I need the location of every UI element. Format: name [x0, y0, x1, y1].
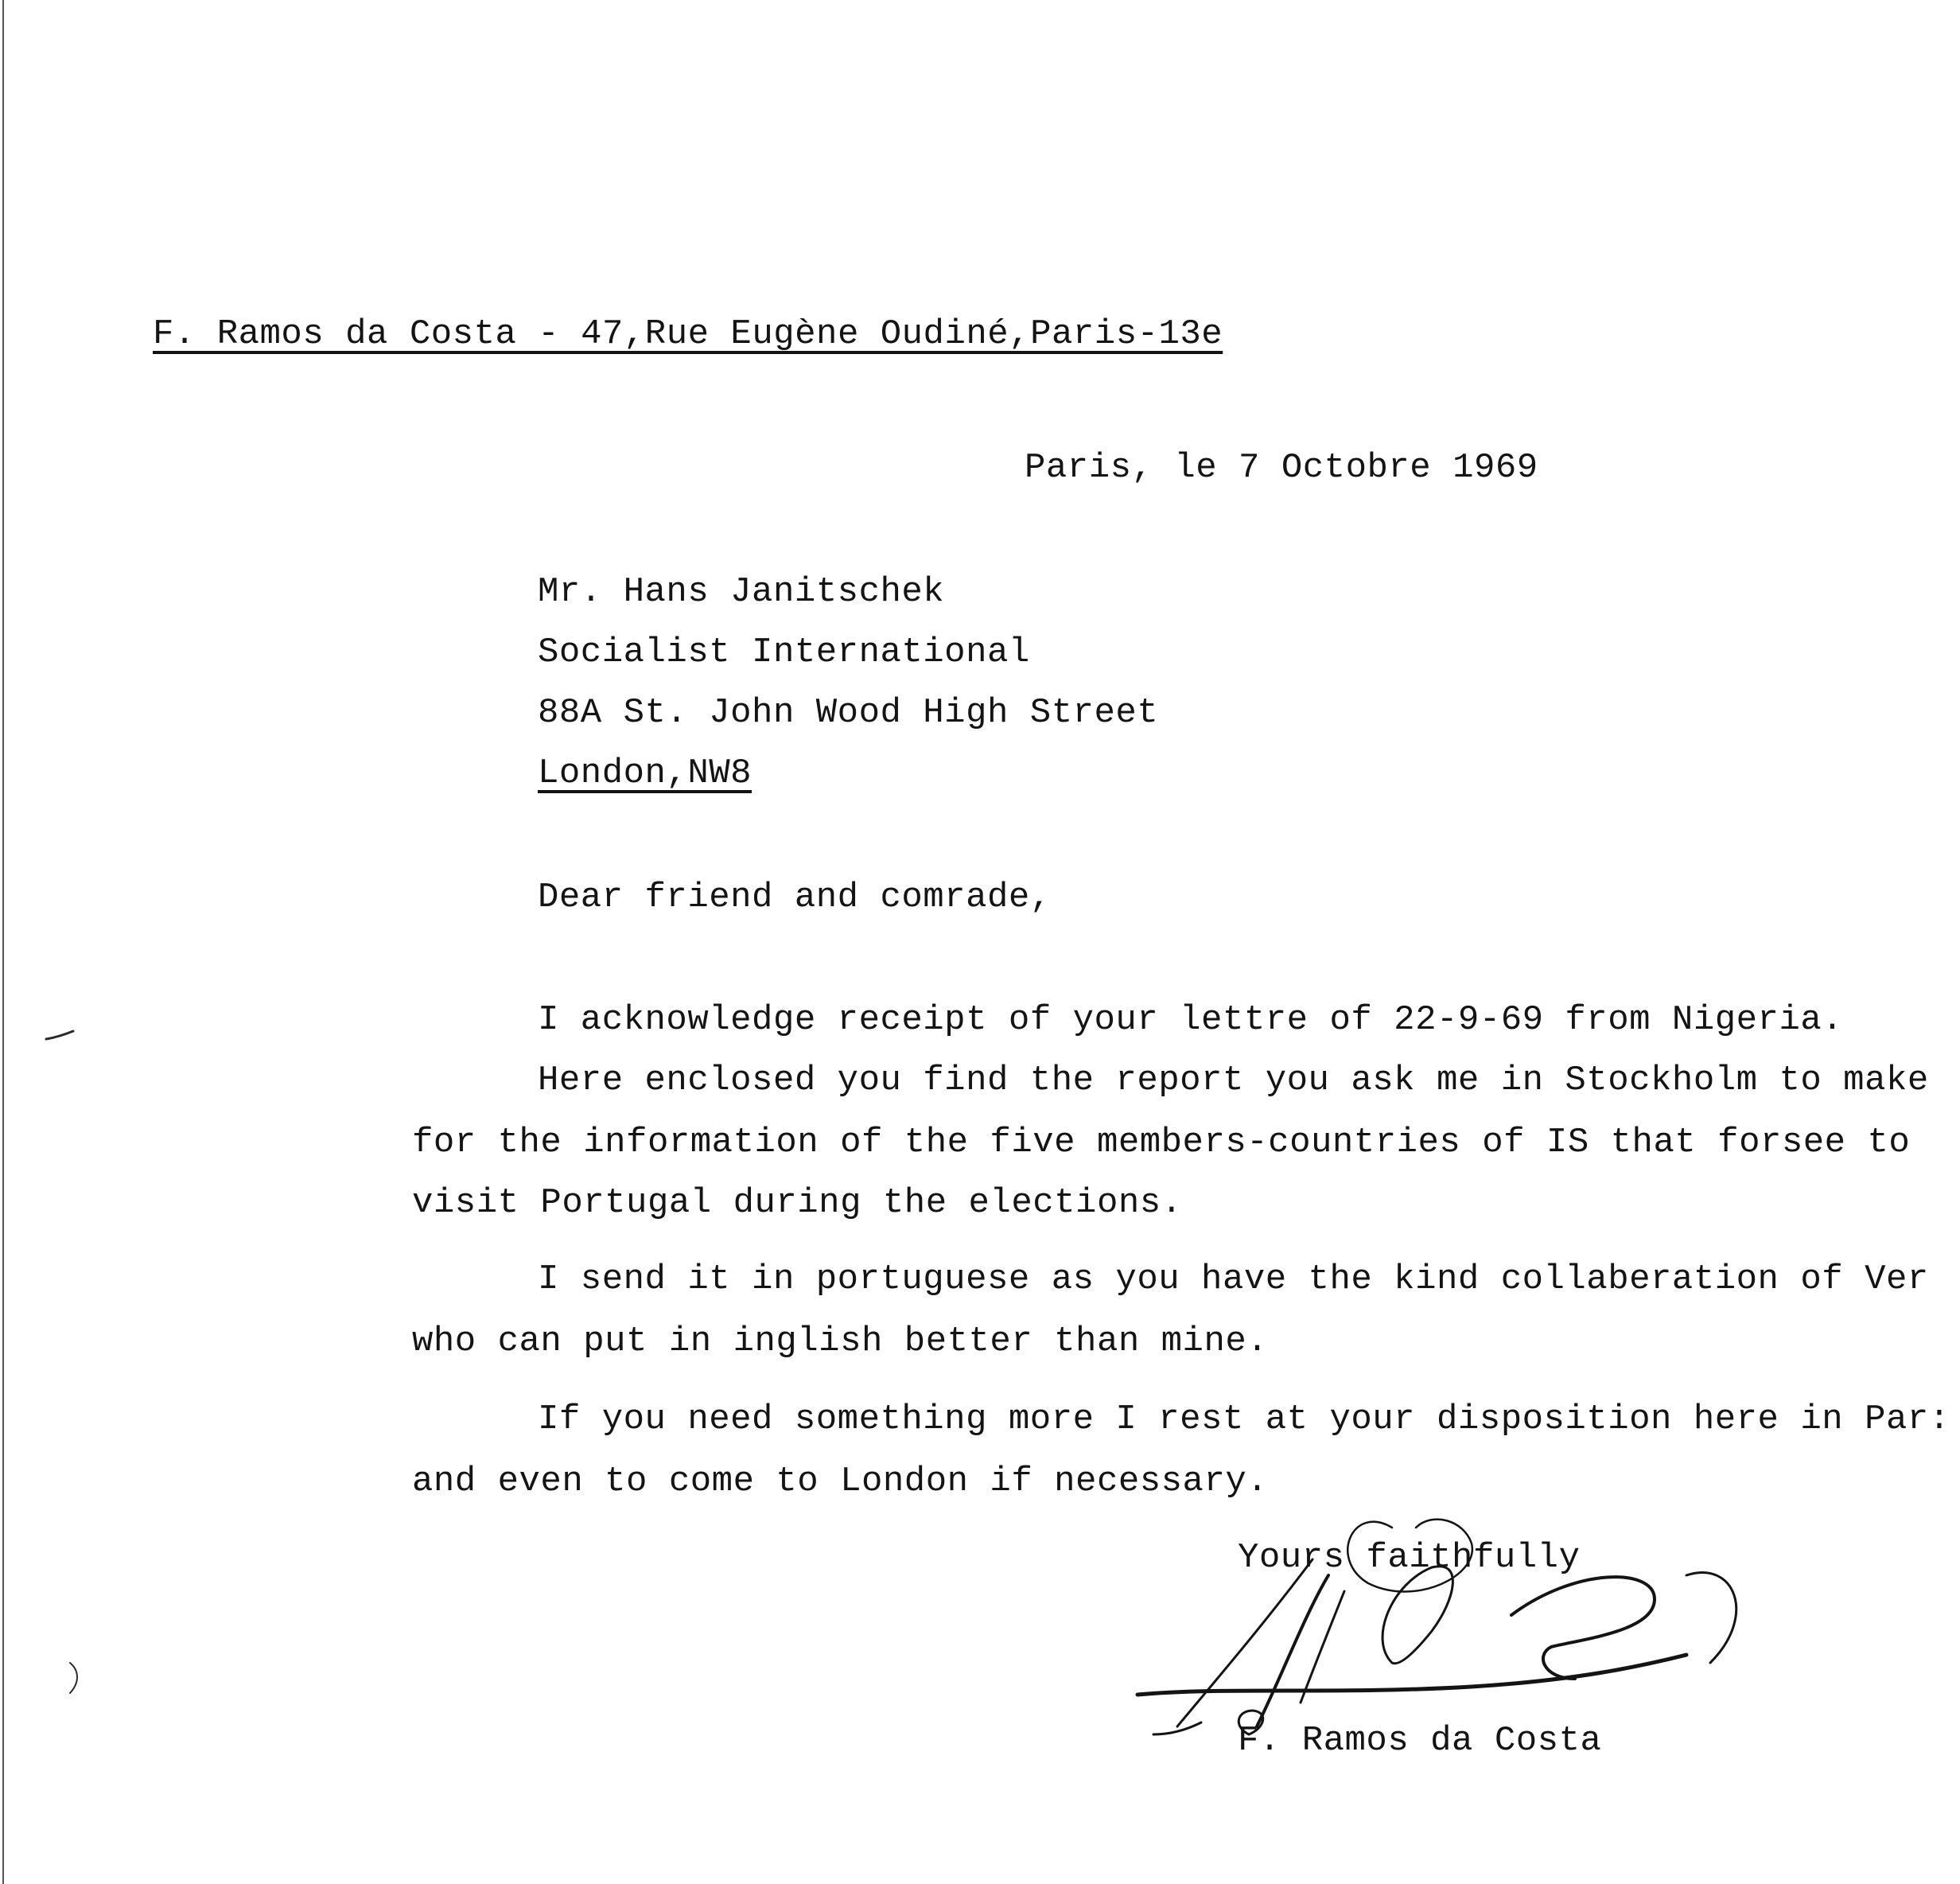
body-line: and even to come to London if necessary.: [412, 1462, 1269, 1501]
body-line: I send it in portuguese as you have the kind collaberation of Ver: [538, 1259, 1929, 1299]
recipient-organization: Socialist International: [538, 633, 1030, 672]
body-line: visit Portugal during the elections.: [412, 1183, 1183, 1223]
recipient-street: 88A St. John Wood High Street: [538, 693, 1159, 733]
body-line: I acknowledge receipt of your lettre of 22-9-69 from Nigeria.: [538, 1000, 1844, 1040]
margin-marks: [0, 0, 95, 1884]
letter-date: Paris, le 7 Octobre 1969: [1025, 448, 1538, 488]
body-line: Here enclosed you find the report you ask me in Stockholm to make: [538, 1061, 1929, 1100]
recipient-city: London,NW8: [538, 753, 752, 793]
body-line: for the information of the five members-countries of IS that forsee to: [412, 1123, 1911, 1162]
closing: Yours faithfully: [1238, 1538, 1581, 1578]
recipient-name: Mr. Hans Janitschek: [538, 572, 945, 612]
body-line: If you need something more I rest at your disposition here in Par:: [538, 1399, 1950, 1439]
body-line: who can put in inglish better than mine.: [412, 1322, 1269, 1361]
letterhead: F. Ramos da Costa - 47,Rue Eugène Oudiné,Paris-13e: [153, 314, 1223, 354]
signatory-name: F. Ramos da Costa: [1238, 1721, 1602, 1761]
salutation: Dear friend and comrade,: [538, 878, 1052, 917]
